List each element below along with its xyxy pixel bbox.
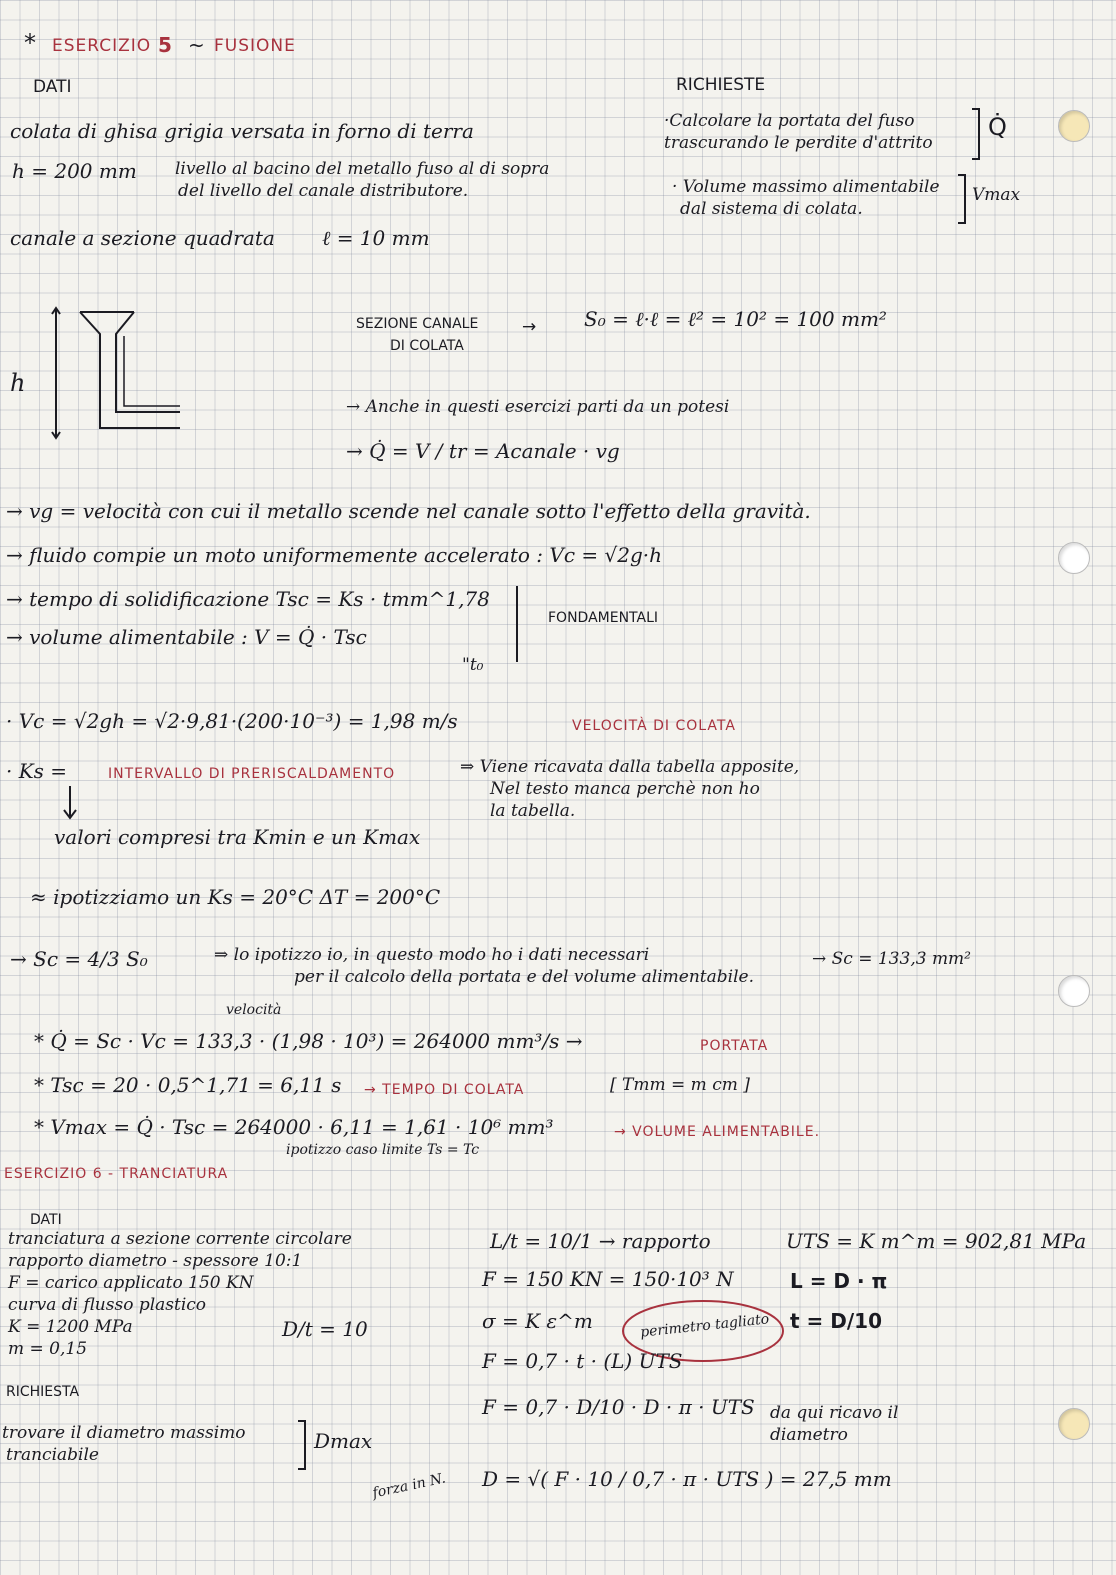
ex5-data-line2b: livello al bacino del metallo fuso al di sopra (175, 159, 550, 179)
ex6-perimetro: perimetro tagliato (639, 1311, 770, 1341)
ex5-t-note: [ Tmm = m cm ] (610, 1075, 750, 1095)
ex5-data-h: h = 200 mm (12, 159, 137, 183)
ex6-f1: F = 150 KN = 150·10³ N (482, 1267, 734, 1291)
ex6-data-l5: K = 1200 MPa (8, 1317, 133, 1337)
ex5-data-line1: colata di ghisa grigia versata in forno di terra (10, 119, 474, 143)
ex5-valim-line: → volume alimentabile : V = Q̇ · Tsc (6, 625, 367, 649)
ex6-data-l4: curva di flusso plastico (8, 1295, 207, 1315)
ex6-req-bracket (298, 1420, 306, 1470)
ex5-ks-a: · Ks = (6, 759, 68, 783)
binder-hole-4 (1058, 1408, 1090, 1440)
ex5-title-number: 5 (158, 33, 172, 57)
ex5-fondamentali: FONDAMENTALI (548, 610, 659, 626)
ex5-note-b: → Q̇ = V / tr = Acanale · vg (346, 439, 620, 463)
ex6-dt: D/t = 10 (282, 1317, 368, 1341)
ex5-note-a: → Anche in questi esercizi parti da un potesi (346, 397, 730, 417)
ex5-sezione-b: DI COLATA (390, 338, 464, 354)
ex5-req1b: trascurando le perdite d'attrito (664, 133, 933, 153)
ex5-ks-b: ⇒ Viene ricavata dalla tabella apposite, (460, 757, 800, 777)
ex6-data-l6: m = 0,15 (8, 1339, 88, 1359)
ex5-fluid-line: → fluido compie un moto uniformemente accelerato : Vc = √2g·h (6, 543, 663, 567)
ex6-data-l3: F = carico applicato 150 KN (8, 1273, 254, 1293)
ex6-data-l2: rapporto diametro - spessore 10:1 (8, 1251, 303, 1271)
ex6-req-line1: trovare il diametro massimo (2, 1423, 246, 1443)
ex6-richiesta-heading: RICHIESTA (6, 1384, 80, 1400)
ex5-q-label: PORTATA (700, 1038, 769, 1054)
ex5-q-calc: * Q̇ = Sc · Vc = 133,3 · (1,98 · 10³) = 264000 mm³/s → (34, 1029, 583, 1053)
ex5-sc-result: → Sc = 133,3 mm² (812, 949, 971, 969)
ex5-v-calc: * Vmax = Q̇ · Tsc = 264000 · 6,11 = 1,61 · 10⁶ mm³ (34, 1115, 554, 1139)
ex5-req2-symbol: Vmax (972, 185, 1021, 205)
ex5-vg-line: → vg = velocità con cui il metallo scende nel canale sotto l'effetto della gravità. (6, 499, 811, 523)
ex5-req2a: · Volume massimo alimentabile (672, 177, 940, 197)
ex5-data-line3b: ℓ = 10 mm (322, 226, 430, 250)
ex5-t-label: → TEMPO DI COLATA (364, 1082, 525, 1098)
ex6-lt: L/t = 10/1 → rapporto (490, 1229, 711, 1253)
ex6-req-symbol: Dmax (314, 1429, 373, 1453)
ks-down-arrow (60, 786, 80, 820)
ex5-valim-sub: "t₀ (462, 655, 484, 675)
ex5-title-topic: FUSIONE (214, 36, 296, 56)
ex5-velocita-note: velocità (226, 1002, 282, 1018)
ex6-req-line2: tranciabile (6, 1445, 99, 1465)
ex6-t: t = D/10 (790, 1309, 882, 1333)
ex6-dfinal: D = √( F · 10 / 0,7 · π · UTS ) = 27,5 mm (482, 1467, 892, 1491)
ex6-forza-note: forza in N. (371, 1470, 448, 1502)
ex6-L: L = D · π (790, 1269, 888, 1293)
ex5-richieste-heading: RICHIESTE (676, 75, 766, 95)
binder-hole-3 (1058, 975, 1090, 1007)
ex5-req2-bracket (958, 174, 966, 224)
ex6-diametro: diametro (770, 1425, 848, 1445)
diagram-h-label: h (10, 369, 26, 397)
ex5-data-line3a: canale a sezione quadrata (10, 226, 275, 250)
ex6-sigma: σ = K ε^m (482, 1309, 593, 1333)
ex5-req1-bracket (972, 108, 980, 160)
ex5-sezione-arrow: → (522, 317, 537, 337)
ex5-title-label: ESERCIZIO (52, 36, 152, 56)
ex5-ks-d: la tabella. (490, 801, 576, 821)
ex5-dati-heading: DATI (33, 77, 72, 97)
ex6-title: ESERCIZIO 6 - TRANCIATURA (4, 1166, 229, 1182)
ex5-sc-c: per il calcolo della portata e del volume alimentabile. (294, 967, 754, 987)
sprue-diagram (0, 300, 200, 450)
fondamentali-bracket (516, 586, 518, 662)
ex6-uts: UTS = K m^m = 902,81 MPa (786, 1229, 1087, 1253)
ex6-f2: F = 0,7 · t · (L) UTS (482, 1349, 683, 1373)
ex5-v-note: ipotizzo caso limite Ts = Tc (286, 1142, 480, 1158)
ex5-ks-c: Nel testo manca perchè non ho (490, 779, 760, 799)
ex5-valori: valori compresi tra Kmin e un Kmax (54, 825, 421, 849)
ex5-data-line2c: del livello del canale distributore. (178, 181, 469, 201)
ex5-req1a: ·Calcolare la portata del fuso (664, 111, 915, 131)
ex6-data-l1: tranciatura a sezione corrente circolare (8, 1229, 352, 1249)
ex5-vc-calc: · Vc = √2gh = √2·9,81·(200·10⁻³) = 1,98 m/s (6, 709, 458, 733)
ex5-title-sep: ~ (188, 33, 205, 57)
ex6-da-qui: da qui ricavo il (770, 1403, 899, 1423)
binder-hole-2 (1058, 542, 1090, 574)
binder-hole-1 (1058, 110, 1090, 142)
ex6-dati-heading: DATI (30, 1212, 62, 1228)
ex5-sezione-eq: S₀ = ℓ·ℓ = ℓ² = 10² = 100 mm² (584, 307, 887, 331)
ex5-req2b: dal sistema di colata. (680, 199, 863, 219)
ex5-tsol-line: → tempo di solidificazione Tsc = Ks · tmm^1,78 (6, 587, 490, 611)
ex5-t-calc: * Tsc = 20 · 0,5^1,71 = 6,11 s (34, 1073, 342, 1097)
ex5-v-label: → VOLUME ALIMENTABILE. (614, 1124, 821, 1140)
ex5-sc-b: ⇒ lo ipotizzo io, in questo modo ho i dati necessari (214, 945, 650, 965)
ex5-req1-symbol: Q̇ (988, 113, 1007, 141)
ex5-sezione-a: SEZIONE CANALE (356, 316, 479, 332)
ex5-vc-label: VELOCITÀ DI COLATA (572, 718, 736, 734)
ex5-sc-a: → Sc = 4/3 S₀ (10, 947, 148, 971)
ex5-title-star: * (24, 29, 36, 57)
ex5-ks-label: INTERVALLO DI PRERISCALDAMENTO (108, 766, 396, 782)
ex6-f3: F = 0,7 · D/10 · D · π · UTS (482, 1395, 755, 1419)
ex5-ipotizziamo: ≈ ipotizziamo un Ks = 20°C ΔT = 200°C (30, 885, 441, 909)
